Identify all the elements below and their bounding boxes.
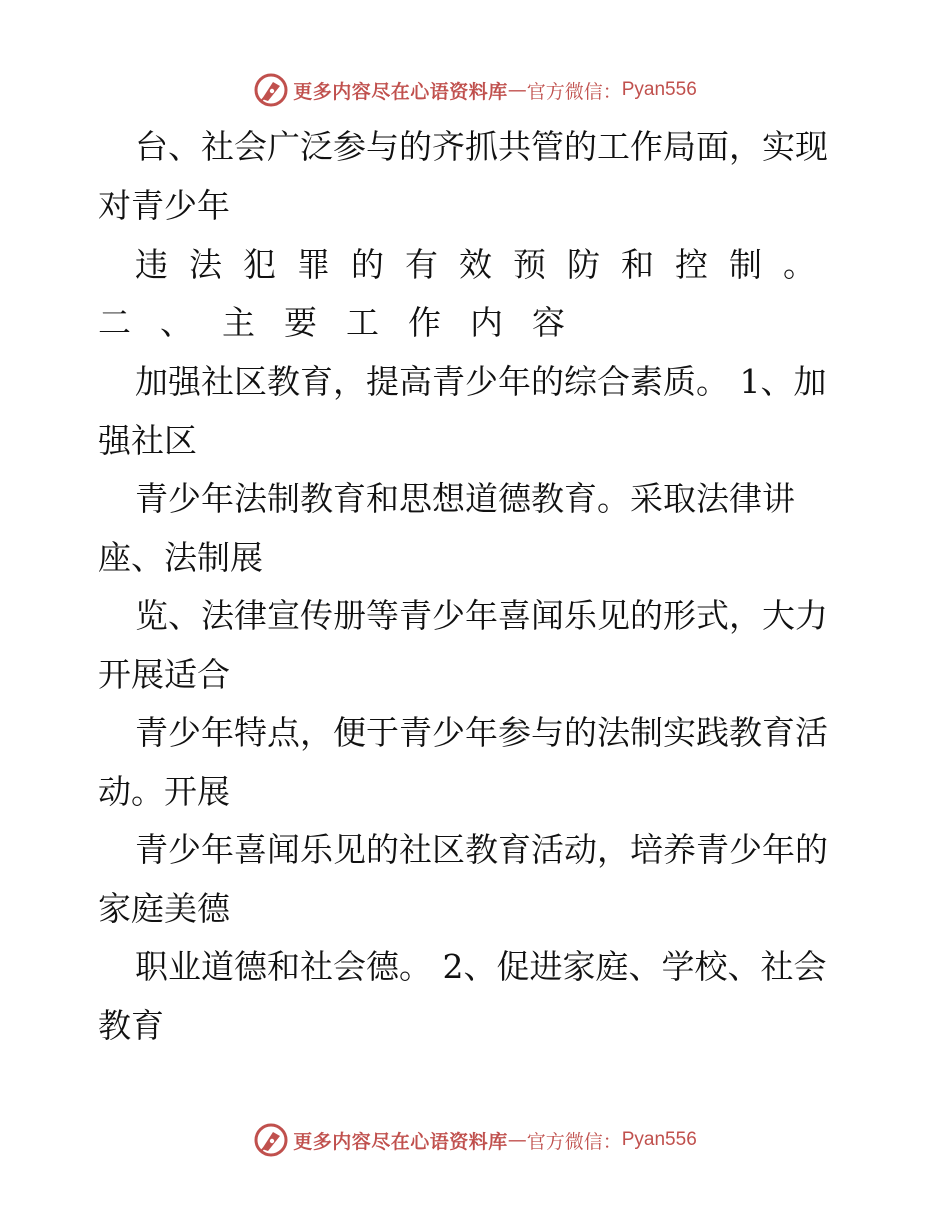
body-line: 职业道德和社会德。 2、促进家庭、学校、社会 (135, 947, 827, 986)
body-line: 青少年法制教育和思想道德教育。采取法律讲 (135, 479, 795, 518)
body-line: 家庭美德 (98, 889, 230, 928)
body-line: 台、社会广泛参与的齐抓共管的工作局面，实现 (135, 127, 828, 166)
body-line: 开展适合 (98, 655, 230, 694)
banner-text: 更多内容尽在心语资料库 (293, 80, 508, 103)
banner-separator: — (507, 79, 527, 101)
body-line: 加强社区教育，提高青少年的综合素质。 1、加 (135, 362, 827, 401)
banner-wechat-id: Pyan556 (621, 1129, 697, 1150)
body-line: 座、法制展 (98, 538, 263, 577)
body-line: 动。开展 (98, 772, 230, 811)
body-line: 览、法律宣传册等青少年喜闻乐见的形式，大力 (135, 596, 828, 635)
body-line: 对青少年 (98, 186, 230, 225)
banner-wechat-id: Pyan556 (621, 79, 697, 100)
banner-wechat-label: 官方微信： (526, 1130, 622, 1153)
banner-wechat-label: 官方微信： (526, 80, 622, 103)
body-line: 青少年喜闻乐见的社区教育活动，培养青少年的 (135, 830, 828, 869)
pen-nib-logo-icon (253, 1122, 289, 1158)
banner-text: 更多内容尽在心语资料库 (293, 1130, 508, 1153)
body-line: 违法犯罪的有效预防和控制。 (135, 245, 837, 284)
banner-separator: — (507, 1129, 527, 1151)
body-line: 强社区 (98, 421, 197, 460)
section-heading: 二、主要工作内容 (98, 303, 594, 342)
body-line: 教育 (98, 1006, 164, 1045)
footer-banner (0, 1120, 950, 1160)
body-line: 青少年特点，便于青少年参与的法制实践教育活 (135, 713, 828, 752)
